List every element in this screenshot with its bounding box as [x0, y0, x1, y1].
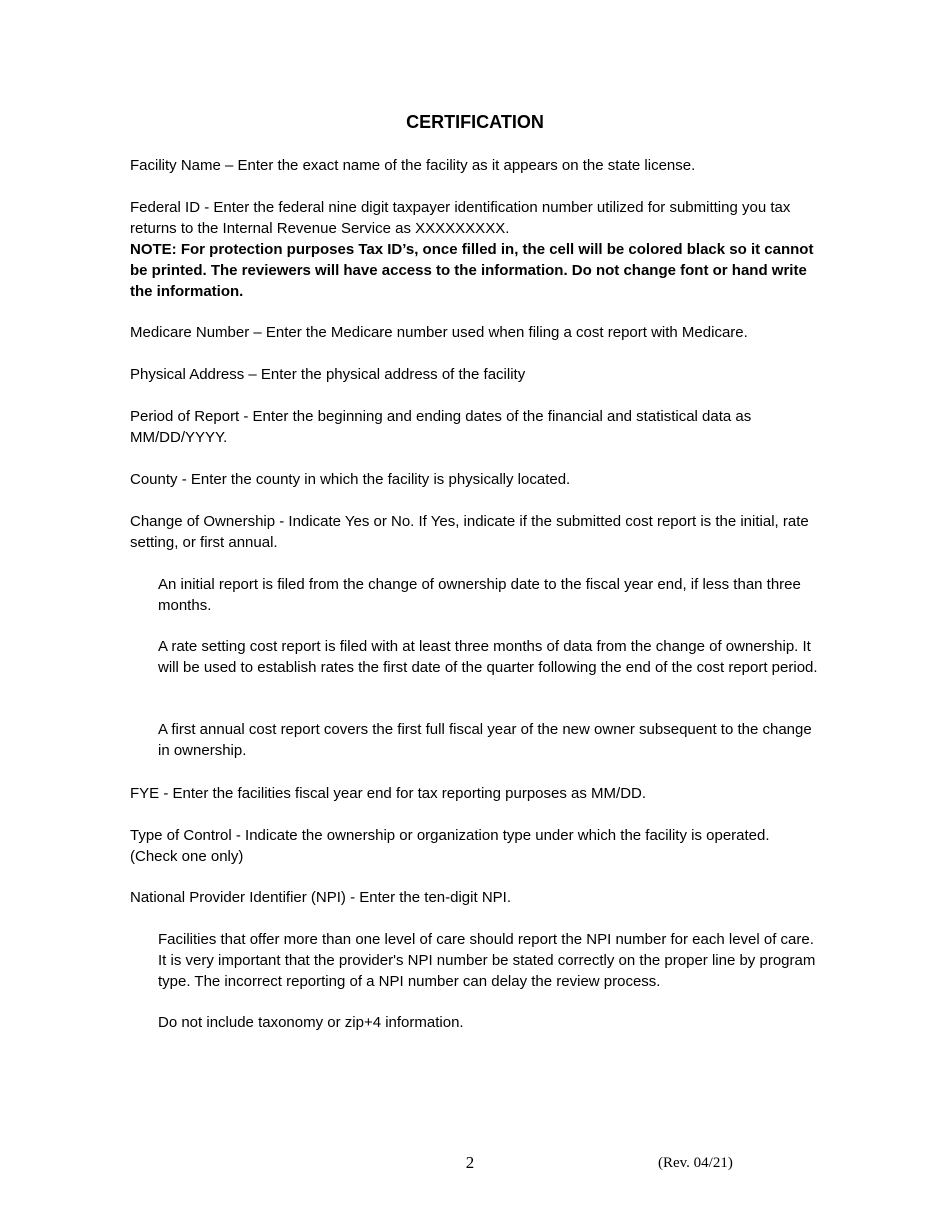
page-title: CERTIFICATION — [406, 112, 544, 132]
physical-address-instruction: Physical Address – Enter the physical address of the facility — [130, 366, 526, 383]
first-annual-report-description: A first annual cost report covers the first full fiscal year of the new owner subsequent to the change in ownership. — [158, 721, 812, 759]
page-number: 2 — [465, 1153, 475, 1172]
period-of-report-instruction: Period of Report - Enter the beginning and ending dates of the financial and statistical data as MM/DD/YYYY. — [130, 408, 752, 446]
rate-setting-report-description: A rate setting cost report is filed with at least three months of data from the change of ownership. It will be used to establish rates the first date of the quarter following the end of the cost report period. — [158, 638, 818, 676]
npi-taxonomy-note: Do not include taxonomy or zip+4 information. — [158, 1014, 464, 1031]
npi-levels-of-care-note: Facilities that offer more than one level of care should report the NPI number for each level of care. It is very important that the provider's NPI number be stated correctly on the proper line by program type. The incorrect reporting of a NPI number can delay the review process. — [158, 931, 816, 990]
revision-date: (Rev. 04/21) — [658, 1155, 733, 1171]
federal-id-instruction: Federal ID - Enter the federal nine digit taxpayer identification number utilized for submitting you tax returns to the Internal Revenue Service as XXXXXXXXX. — [130, 199, 791, 237]
npi-instruction: National Provider Identifier (NPI) - Enter the ten-digit NPI. — [130, 889, 511, 906]
initial-report-description: An initial report is filed from the change of ownership date to the fiscal year end, if less than three months. — [158, 576, 801, 614]
medicare-number-instruction: Medicare Number – Enter the Medicare number used when filing a cost report with Medicare. — [130, 324, 748, 341]
change-of-ownership-instruction: Change of Ownership - Indicate Yes or No. If Yes, indicate if the submitted cost report is the initial, rate setting, or first annual. — [130, 513, 809, 551]
type-of-control-instruction: Type of Control - Indicate the ownership or organization type under which the facility is operated. (Check one only) — [130, 827, 770, 865]
facility-name-instruction: Facility Name – Enter the exact name of the facility as it appears on the state license. — [130, 157, 696, 174]
federal-id-note: NOTE: For protection purposes Tax ID’s, once filled in, the cell will be colored black so it cannot be printed. The reviewers will have access to the information. Do not change font or hand write the information. — [130, 241, 814, 300]
fye-instruction: FYE - Enter the facilities fiscal year end for tax reporting purposes as MM/DD. — [130, 785, 647, 802]
county-instruction: County - Enter the county in which the facility is physically located. — [130, 471, 571, 488]
